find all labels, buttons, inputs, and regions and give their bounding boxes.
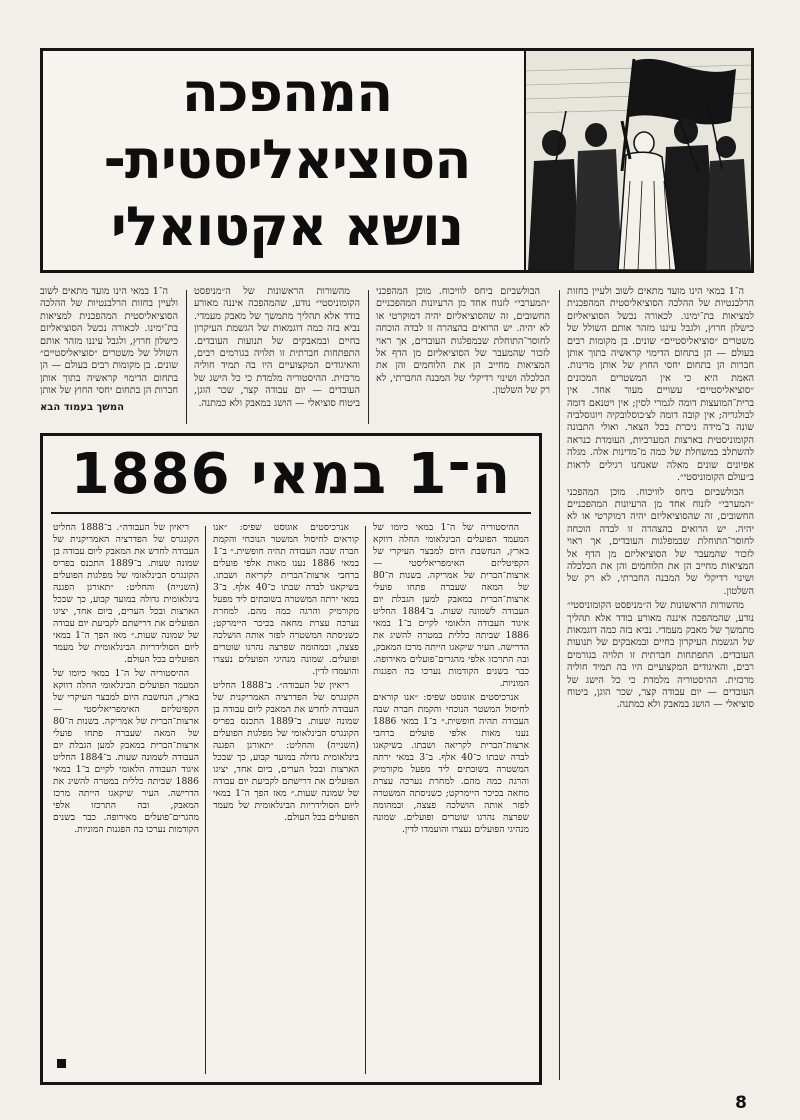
may-day-box — [40, 433, 542, 1085]
box-column-middle — [213, 522, 359, 1074]
column-divider — [368, 290, 369, 424]
crowd-flag-drawing-icon — [526, 51, 751, 270]
article-column-middle — [376, 286, 550, 424]
headline-line-1: המהפכה — [181, 61, 393, 124]
column-divider — [559, 290, 560, 1080]
headline-title — [53, 59, 521, 260]
article-column-right — [567, 286, 754, 1076]
article-text-right-cont: הבולשביזם ביחס לוויכוח. מוכן המהפכני ״המערבי״ לזנוח אחד מן הרעיונות המהפכניים החשובים, זה שהסוציאליזם יהיה דמוקרטי או לא יהיה. יש הרואים בהצהרה זו לבדה הוכחה לחוסר־התוחלת שבמפלגות העובדים, אך ראוי לזכור שהמעבר של הסוציאליזם מן הדף אל המציאות מחייב הן את הלוחמים והן את הכלכלה ושינוי רדיקלי של המבנה החברתי, לא רק של השלטון. — [567, 486, 754, 597]
article-text-middle: הבולשביזם ביחס לוויכוח. מוכן המהפכני ״המערבי״ לזנוח אחד מן הרעיונות המהפכניים החשובים, זה שהסוציאליזם יהיה דמוקרטי או לא יהיה. יש הרואים בהצהרה זו לבדה הוכחה לחוסר־התוחלת שבמפלגות העובדים, אך ראוי לזכור שהמעבר של הסוציאליזם מן הדף אל המציאות מחייב הן את הלוחמים והן את הכלכלה ושינוי רדיקלי של המבנה החברתי, לא רק של השלטון. — [376, 286, 550, 397]
box-text-1: ההיסטוריה של ה־1 במאי כיומו של המעמד הפועלים הבינלאומי החלה דווקא בארץ, הנחשבת היום למבצר העיקרי של הקפיטליזם האימפריאליסטי — ארצות־הברית של אמריקה. בשנות ה־80 של המאה שעברה פתחו פועלי ארצות־הברית במאבק למען הגבלת יום העבודה לשמונה שעות. ב־1884 החליט איגוד העבודה הלאומי לקיים ב־1 במאי 1886 שביתה כללית במטרה להשיג את הדרישה. העיר שיקאגו הייתה מרכז המאבק, ובה התרכזו אלפי מהגרים־פועלים מאירופה. כבר בשנים הקודמות נערכו בה הפגנות המוניות. — [373, 522, 529, 689]
box-column-divider — [365, 526, 366, 1074]
column-divider — [186, 290, 187, 424]
article-column-left — [40, 286, 178, 426]
box-text-3b: ההיסטוריה של ה־1 במאי כיומו של המעמד הפועלים הבינלאומי החלה דווקא בארץ, הנחשבת היום למבצר העיקרי של הקפיטליזם האימפריאליסטי — ארצות־הברית של אמריקה. בשנות ה־80 של המאה שעברה פתחו פועלי ארצות־הברית במאבק למען הגבלת יום העבודה לשמונה שעות. ב־1884 החליט איגוד העבודה הלאומי לקיים ב־1 במאי 1886 שביתה כללית במטרה להשיג את הדרישה. העיר שיקאגו הייתה מרכז המאבק, ובה התרכזו אלפי מהגרים־פועלים מאירופה. כבר בשנים הקודמות נערכו בה הפגנות המוניות. — [53, 668, 199, 835]
box-text-2b: ריאיון של העבודה״. ב־1888 החליט הקונגרס של הפדרציה האמריקנית של העבודה לחדש את המאבק ליום עבודה בן שמונה שעות. ב־1889 התכנס בפריס הקונגרס הבינלאומי של מפלגות הפועלים (השנייה) והחליט: ״תאורגן הפגנה בינלאומית גדולה במועד קבוע, כך שבכל הארצות ובכל הערים, ביום אחד, יציגו הפועלים את דרישתם לקביעת יום עבודה של שמונה שעות.״ מאז הפך ה־1 במאי ליום הסולידריות הבינלאומית של מעמד הפועלים בכל העולם. — [213, 680, 359, 823]
continued-note: המשך בעמוד הבא — [40, 402, 124, 413]
headline-block — [40, 48, 754, 273]
box-title-rule — [51, 512, 531, 514]
box-column-right — [373, 522, 529, 1074]
article-text-center: מהשורות הראשונות של ה״מניפסט הקומוניסטי״ נודע, שהמהפכה איננה מאורע בודד אלא תהליך מתמשך של מאבק מעמדי. נביא בזה כמה דוגמאות של הגשמת העיקרון בחיים ובמאבקים של תנועות העובדים. התפתחות חברתית זו תלויה בגורמים רבים, והאיגודים המקצועיים היו בה תמיד חוליה מרכזית. ההיסטוריה מלמדת כי כל הישג של העובדים — יום עבודה קצר, שכר הוגן, ביטוח סוציאלי — הושג במאבק ולא כמתנה. — [194, 286, 360, 409]
headline-line-3: נושא אקטואלי — [110, 195, 464, 258]
revolution-illustration — [524, 51, 751, 270]
article-text-right-cont2: מהשורות הראשונות של ה״מניפסט הקומוניסטי״ נודע, שהמהפכה איננה מאורע בודד אלא תהליך מתמשך של מאבק מעמדי. נביא בזה כמה דוגמאות של הגשמת העיקרון בחיים ובמאבקים של תנועות העובדים. התפתחות חברתית זו תלויה בגורמים רבים, והאיגודים המקצועיים היו בה תמיד חוליה מרכזית. ההיסטוריה מלמדת כי כל הישג של העובדים — יום עבודה קצר, שכר הוגן, ביטוח סוציאלי — הושג במאבק ולא כמתנה. — [567, 600, 754, 711]
box-text-1b: אנרכיסטים אוגוסט שפיס: ״אנו קוראים לחיסול המשטר הנוכחי והקמת חברה שבה העבודה תהיה חופשית.״ ב־1 במאי 1886 נענו מאות אלפי פועלים ברחבי ארצות־הברית לקריאה ושבתו. בשיקאגו לבדה שבתו כ־40 אלף. ב־3 במאי ירתה המשטרה בשובתים ליד מפעל מקורמיק והרגה כמה מהם. למחרת נערכה עצרת מחאה בכיכר היימרקט; כשניסתה המשטרה לפזר אותה הושלכה פצצה, ובמהומה שפרצה נהרגו שוטרים ופועלים. שמונה מנהיגי הפועלים נעצרו והועמדו לדין. — [373, 692, 529, 835]
article-text-left: ה־1 במאי הינו מועד מתאים לשוב ולעיין בחזות הרלבנטיות של ההלכה הסוציאליסטית המהפכנית למציאות בת־ימינו. לכאורה נכשל הסוציאליזם כישלון חרוץ, ולגבל עיננו מזהר אותם השולל של משטרים ״סוציאליסטיים״ שונים. בן מקומות רבים בעולם — הן בתחום הדימוי קראשיה בתוך אותן חברות הן בתחום יחסי החוץ של אותן — [40, 286, 178, 397]
box-title: ה־1 במאי 1886 — [70, 442, 512, 507]
article-text-right: ה־1 במאי הינו מועד מתאים לשוב ולעיין בחזות הרלבנטיות של ההלכה הסוציאליסטית המהפכנית למציאות בת־ימינו. לכאורה נכשל הסוציאליזם כישלון חרוץ, ולגבל עיננו מזהר אותם השולל של משטרים ״סוציאליסטיים״ שונים. בן מקומות רבים בעולם — הן בתחום הדימוי קראשיה בתוך אותן חברות הן בתחום יחסי החוץ של אותן מדינות. האמת היא כי אין המשטרים המכונים ״סוציאליסטיים״ עשויים מעור אחד. אין ברית־המועצות דומה לגמרי לסין; אין ויטנאם דומה לבולגריה; אין קובה דומה לצ׳כוסלובקיה ויוגוסלביה שונה ב־מידה ניכרת בכל הצאר. ואולי התבונה הקומוניסטית בארצות המערביות, העומדת כנראה להשתלב במשחלת של כמה מ־מדינות אלה. מגלה אפיונים שונים מאלה שאנחנו רגילים לראות ב״עולם הקומוניסטי״. — [567, 286, 754, 484]
box-column-left — [53, 522, 199, 1074]
headline-line-2: הסוציאליסטית- — [103, 128, 471, 191]
end-mark-icon — [57, 1059, 66, 1068]
box-text-3: ריאיון של העבודה״. ב־1888 החליט הקונגרס של הפדרציה האמריקנית של העבודה לחדש את המאבק ליום עבודה בן שמונה שעות. ב־1889 התכנס בפריס הקונגרס הבינלאומי של מפלגות הפועלים (השנייה) והחליט: ״תאורגן הפגנה בינלאומית גדולה במועד קבוע, כך שבכל הארצות ובכל הערים, ביום אחד, יציגו הפועלים את דרישתם לקביעת יום עבודה של שמונה שעות.״ מאז הפך ה־1 במאי ליום הסולידריות הבינלאומית של מעמד הפועלים בכל העולם. — [53, 522, 199, 665]
article-column-center — [194, 286, 360, 424]
box-text-2: אנרכיסטים אוגוסט שפיס: ״אנו קוראים לחיסול המשטר הנוכחי והקמת חברה שבה העבודה תהיה חופשית.״ ב־1 במאי 1886 נענו מאות אלפי פועלים ברחבי ארצות־הברית לקריאה ושבתו. בשיקאגו לבדה שבתו כ־40 אלף. ב־3 במאי ירתה המשטרה בשובתים ליד מפעל מקורמיק והרגה כמה מהם. למחרת נערכה עצרת מחאה בכיכר היימרקט; כשניסתה המשטרה לפזר אותה הושלכה פצצה, ובמהומה שפרצה נהרגו שוטרים ופועלים. שמונה מנהיגי הפועלים נעצרו והועמדו לדין. — [213, 522, 359, 677]
page-number: 8 — [735, 1093, 747, 1113]
box-column-divider — [205, 526, 206, 1074]
